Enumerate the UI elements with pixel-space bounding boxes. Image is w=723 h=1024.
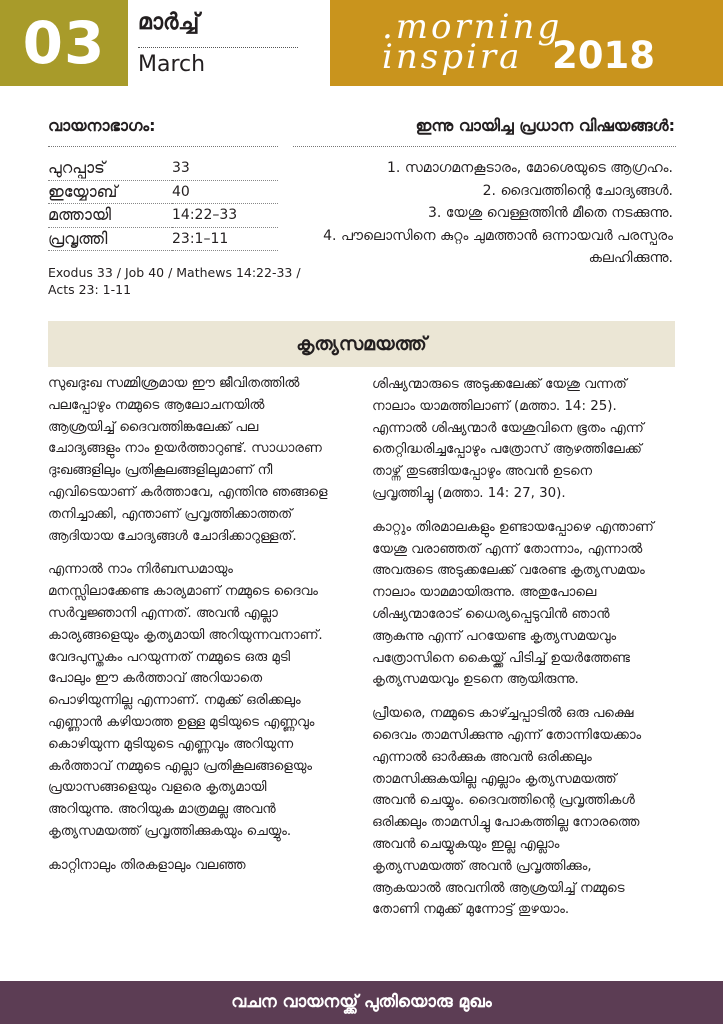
readings-heading: വായനാഭാഗം: [48,116,156,135]
brand-block [330,0,723,86]
topics-heading: ഇന്നു വായിച്ച പ്രധാന വിഷയങ്ങൾ: [415,116,675,135]
topics-list [293,157,673,270]
month-malayalam: മാർച്ച് [138,10,200,35]
reading-row [48,180,278,204]
month-english: March [138,52,206,77]
reading-ref: 23:1–11 [172,227,278,251]
readings-table [48,157,278,251]
english-references: Exodus 33 / Job 40 / Mathews 14:22-33 / Acts 23: 1-11 [48,265,301,297]
topic-item: 1. സമാഗമനകൂടാരം, മോശെയുടെ ആഗ്രഹം. [387,160,673,176]
topics-divider [293,146,676,147]
reading-book: ഇയ്യോബ് [48,180,172,204]
article-paragraph: പ്രീയരെ, നമ്മുടെ കാഴ്ച്ചപ്പാടിൽ ഒരു പക്ഷെ ദൈവം താമസിക്കുന്നു എന്ന് തോന്നിയേക്കാം എന്നാൽ ഓർക്കുക അവൻ ഒരിക്കലും താമസിക്കുകയില്ല എല്ലാം കൃത്യസമയത്ത് അവൻ ചെയ്യും. ദൈവത്തിന്റെ പ്രവൃത്തികൾ ഒരിക്കലും താമസിച്ചു പോകത്തില്ല നോരത്തെ അവൻ ചെയ്യുകയും ഇല്ല എല്ലാം കൃത്യസമയത്ത് അവൻ പ്രവൃത്തിക്കും, ആകയാൽ അവനിൽ ആശ്രയിച്ച് നമ്മുടെ തോണി നമുക്ക് മുന്നോട്ട് തുഴയാം. [372,706,642,918]
reading-row [48,157,278,180]
reading-book: പ്രവൃത്തി [48,227,172,251]
reading-ref: 14:22–33 [172,204,278,228]
article-paragraph: എന്നാൽ നാം നിർബന്ധമായും മനസ്സിലാക്കേണ്ട കാര്യമാണ് നമ്മുടെ ദൈവം സർവ്വജ്ഞാനി എന്നത്. അവൻ എല്ലാ കാര്യങ്ങളെയും കൃത്യമായി അറിയുന്നവനാണ്. വേദപുസ്തകം പറയുന്നത് നമ്മുടെ ഒരു മുടി പോലും ഈ കർത്താവ് അറിയാതെ പൊഴിയുന്നില്ല എന്നാണ്. നമുക്ക് ഒരിക്കലും എണ്ണാൻ കഴിയാത്ത ഉള്ള മുടിയുടെ എണ്ണവും കൊഴിയുന്ന മുടിയുടെ എണ്ണവും അറിയുന്ന കർത്താവ് നമ്മുടെ എല്ലാ പ്രതികൂലങ്ങളെയും പ്രയാസങ്ങളെയും വളരെ കൃത്യമായി അറിയുന്നു. അറിയുക മാത്രമല്ല അവൻ കൃത്യസമയത്ത് പ്രവൃത്തിക്കുകയും ചെയ്യും. [48,562,323,839]
reading-ref: 40 [172,180,278,204]
reading-row [48,227,278,251]
topic-item: 3. യേശു വെള്ളത്തിൻ മീതെ നടക്കുന്നു. [428,205,673,221]
article-paragraph: ശിഷ്യന്മാരുടെ അടുക്കലേക്ക് യേശു വന്നത് നാലാം യാമത്തിലാണ് (മത്താ. 14: 25). എന്നാൽ ശിഷ്യന്മാർ യേശുവിനെ ഭൂതം എന്ന് തെറ്റിദ്ധരിച്ചപ്പോഴും പത്രോസ് ആഴത്തിലേക്ക് താഴ്ന്ന് തുടങ്ങിയപ്പോഴും അവൻ ഉടനെ പ്രവൃത്തിച്ചു (മത്താ. 14: 27, 30). [372,377,644,501]
article-title: കൃത്യസമയത്ത് [48,321,675,367]
article-column-right [372,374,655,933]
reading-book: പുറപ്പാട് [48,157,172,180]
readings-divider [48,146,278,147]
article-paragraph: സുഖദുഃഖ സമ്മിശ്രമായ ഈ ജീവിതത്തിൽ പലപ്പോഴും നമ്മുടെ ആലോചനയിൽ ആശ്രയിച്ച് ദൈവത്തിങ്കലേക്ക് പല ചോദ്യങ്ങളും നാം ഉയർത്താറുണ്ട്. സാധാരണ ദുഃഖങ്ങളിലും പ്രതികൂലങ്ങളിലുമാണ് നീ എവിടെയാണ് കർത്താവേ, എന്തിനു ഞങ്ങളെ തനിച്ചാക്കി, എന്താണ് പ്രവൃത്തിക്കാത്തത് ആദിയായ ചോദ്യങ്ങൾ ചോദിക്കാറുള്ളത്. [48,376,328,544]
reading-row [48,204,278,228]
reading-ref: 33 [172,157,278,180]
article-paragraph: കാറ്റിനാലും തിരകളാലും വലഞ്ഞ [48,857,246,873]
footer-tagline: വചന വായനയ്ക്ക് പുതിയൊരു മുഖം [0,981,723,1024]
topic-item: 4. പൗലൊസിനെ കുറ്റം ചുമത്താൻ ഒന്നായവർ പരസ്പരം കലഹിക്കുന്നു. [323,227,673,266]
brand-inspira: inspira [382,37,523,77]
reading-book: മത്തായി [48,204,172,228]
month-divider [138,47,298,48]
brand-morning: .morning [382,7,563,47]
article-paragraph: കാറ്റും തിരമാലകളും ഉണ്ടായപ്പോഴെ എന്താണ് യേശു വരാഞ്ഞത് എന്ന് തോന്നാം, എന്നാൽ അവരുടെ അടുക്കലേക്ക് വരേണ്ട കൃത്യസമയം നാലാം യാമമായിരുന്നു. അതുപോലെ ശിഷ്യന്മാരോട് ധൈര്യപ്പെടുവിൻ ഞാൻ ആകുന്നു എന്ന് പറയേണ്ട കൃത്യസമയവും പത്രോസിനെ കൈയ്ക്ക് പിടിച്ച് ഉയർത്തേണ്ട കൃത്യസമയവും ഉടനെ ആയിരുന്നു. [372,519,654,688]
brand-year: 2018 [552,34,655,77]
day-number: 03 [0,0,128,86]
topic-item: 2. ദൈവത്തിന്റെ ചോദ്യങ്ങൾ. [482,182,673,199]
article-column-left [48,373,331,889]
